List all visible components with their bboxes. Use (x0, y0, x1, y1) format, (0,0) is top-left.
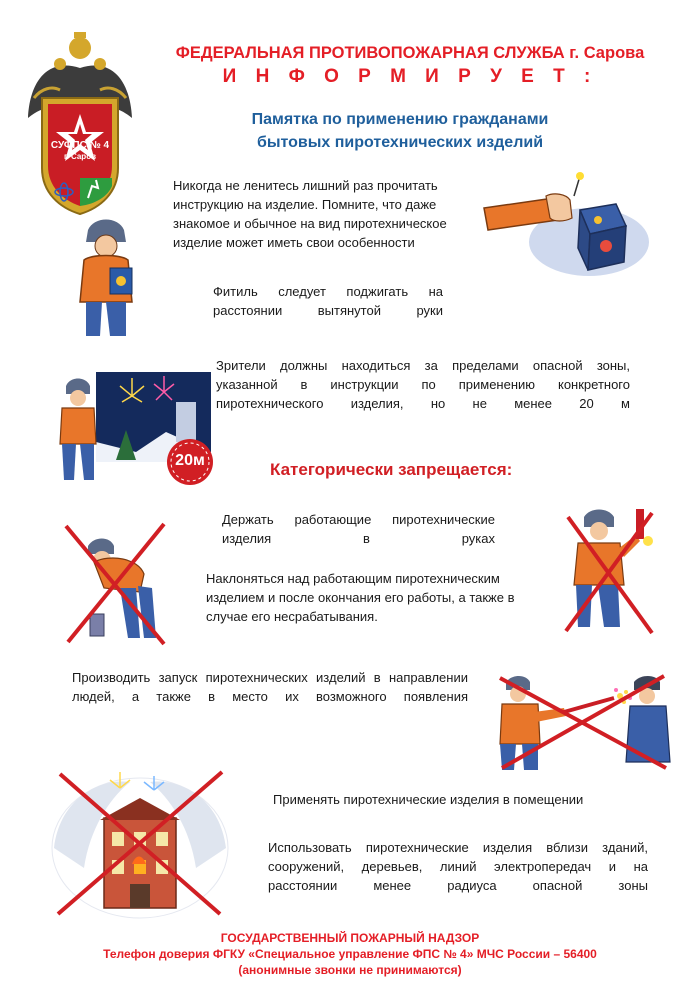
ban-launch-towards-people: Производить запуск пиротехнических изделий в направлении людей, а также в место их возможного появления (72, 670, 468, 704)
ban-near-buildings: Использовать пиротехнические изделия вблизи зданий, сооружений, деревьев, линий электропередач и на расстоянии менее радиуса опасной зоны (268, 840, 648, 893)
firework-cube-illustration (484, 170, 644, 280)
header-informs: И Н Ф О Р М И Р У Е Т : (222, 66, 598, 87)
building-fire-crossed-illustration (50, 768, 230, 918)
tip-wick-distance: Фитиль следует поджигать на расстоянии вытянутой руки (213, 284, 443, 318)
ban-lean-over: Наклоняться над работающим пиротехническим изделием и после окончания его работы, а также в случае его несрабатывания. (206, 571, 515, 624)
emblem-label-line2: г. Саров (64, 152, 96, 161)
man-leaning-over-crossed-illustration (60, 518, 170, 648)
memo-title-line1: Памятка по применению гражданами (251, 111, 549, 128)
prohibited-title: Категорически запрещается: (270, 460, 513, 479)
tip-read-instructions: Никогда не ленитесь лишний раз прочитать инструкцию на изделие. Помните, что даже знакомое и обычное на вид пиротехническое изделие может иметь свои особенности (173, 178, 447, 250)
emblem-label-line1: СУФПС № 4 (50, 140, 110, 151)
tip-spectators-zone: Зрители должны находиться за пределами опасной зоны, указанной в инструкции по применению конкретного пиротехнического изделия, но не менее 20 м (216, 358, 630, 411)
man-reading-illustration (66, 212, 156, 342)
memo-title-line2: бытовых пиротехнических изделий (256, 134, 544, 151)
emblem-label (44, 140, 116, 162)
memo-title (200, 108, 600, 154)
footer-supervision: ГОСУДАРСТВЕННЫЙ ПОЖАРНЫЙ НАДЗОР (220, 931, 480, 945)
ban-indoors: Применять пиротехнические изделия в помещении (273, 792, 584, 807)
launch-towards-people-crossed-illustration (494, 672, 674, 772)
footer-anonymous-note: (анонимные звонки не принимаются) (238, 963, 462, 977)
ban-hold-in-hands: Держать работающие пиротехнические изделия в руках (222, 512, 495, 546)
distance-badge: 20м (175, 452, 205, 469)
footer-hotline: Телефон доверия ФГКУ «Специальное управление ФПС № 4» МЧС России – 56400 (103, 947, 597, 961)
header-service-name: ФЕДЕРАЛЬНАЯ ПРОТИВОПОЖАРНАЯ СЛУЖБА г. Сарова (175, 44, 645, 62)
man-holding-firework-crossed-illustration (556, 505, 666, 635)
